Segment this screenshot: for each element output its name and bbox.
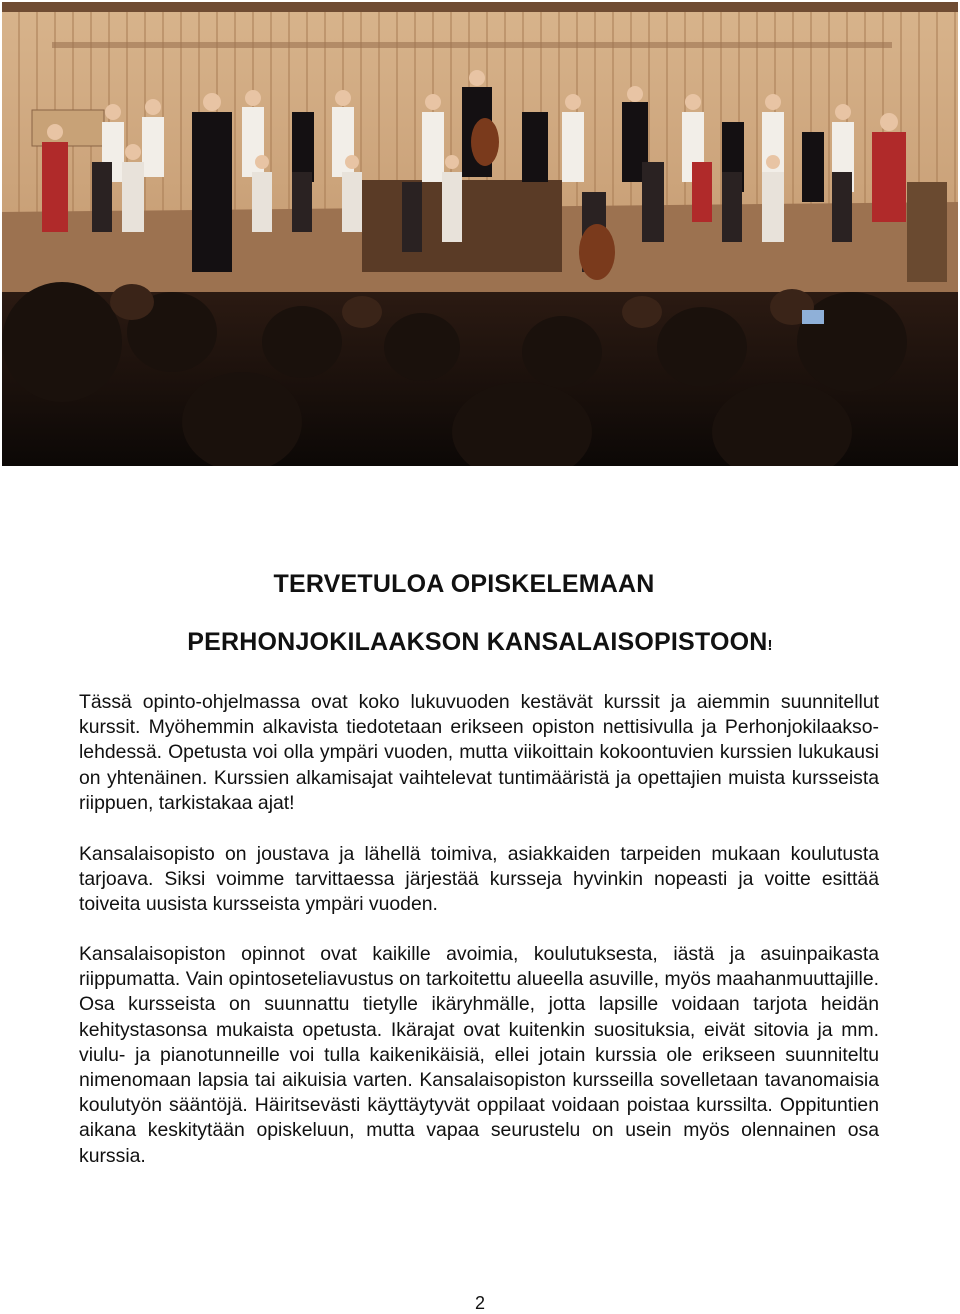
page-number: 2 (474, 1293, 485, 1313)
concert-photo-icon (2, 2, 958, 466)
page-title-line-1: TERVETULOA OPISKELEMAAN (273, 570, 655, 598)
intro-paragraph: Tässä opinto-ohjelmassa ovat koko lukuvuoden kestävät kurssit ja aiemmin suunnitellut kurssit. Myöhemmin alkavista tiedotetaan erikseen opiston nettisivulla ja Perhonjokilaakso-lehdessä. Opetusta voi olla ympäri vuoden, mutta viikoittain kokoontuvien kurssien lukukausi on yhtenäinen. Kurssien alkamisajat vaihtelevat tuntimääristä ja opettajien muista kursseista riippuen, tarkistakaa ajat! (79, 691, 879, 814)
title-exclamation: ! (767, 637, 773, 654)
eligibility-paragraph: Kansalaisopiston opinnot ovat kaikille avoimia, koulutuksesta, iästä ja asuinpaikasta riippumatta. Vain opintoseteliavustus on tarkoitettu alueella asuville, myös maahanmuuttajille. Osa kursseista on suunnattu tietylle ikäryhmälle, jotta lapsille voidaan tarjota heidän kehitystasonsa mukaista opetusta. Ikärajat ovat kuitenkin suosituksia, eivät sitovia ja mm. viulu- ja pianotunneille voi tulla kaikenikäisiä, ellei jotain kurssia ole erikseen suunniteltu nimenomaan lapsia tai aikuisia varten. Kansalaisopiston kursseilla sovelletaan tavanomaisia koulutyön sääntöjä. Häiritsevästi käyttäytyvät oppilaat voidaan poistaa kurssilta. Oppituntien aikana keskitytään opiskeluun, mutta vapaa seurustelu on usein myös olennainen osa kurssia. (79, 943, 879, 1167)
page-title-line-2-text: PERHONJOKILAAKSON KANSALAISOPISTOON (187, 628, 768, 656)
flexibility-paragraph: Kansalaisopisto on joustava ja lähellä toimiva, asiakkaiden tarpeiden mukaan koulutusta tarjoava. Siksi voimme tarvittaessa järjestää kursseja hyvinkin nopeasti ja voitte esittää toiveita uusista kursseista ympäri vuoden. (79, 843, 879, 916)
page-title-line-2 (0, 628, 960, 657)
concert-photo (2, 2, 958, 466)
